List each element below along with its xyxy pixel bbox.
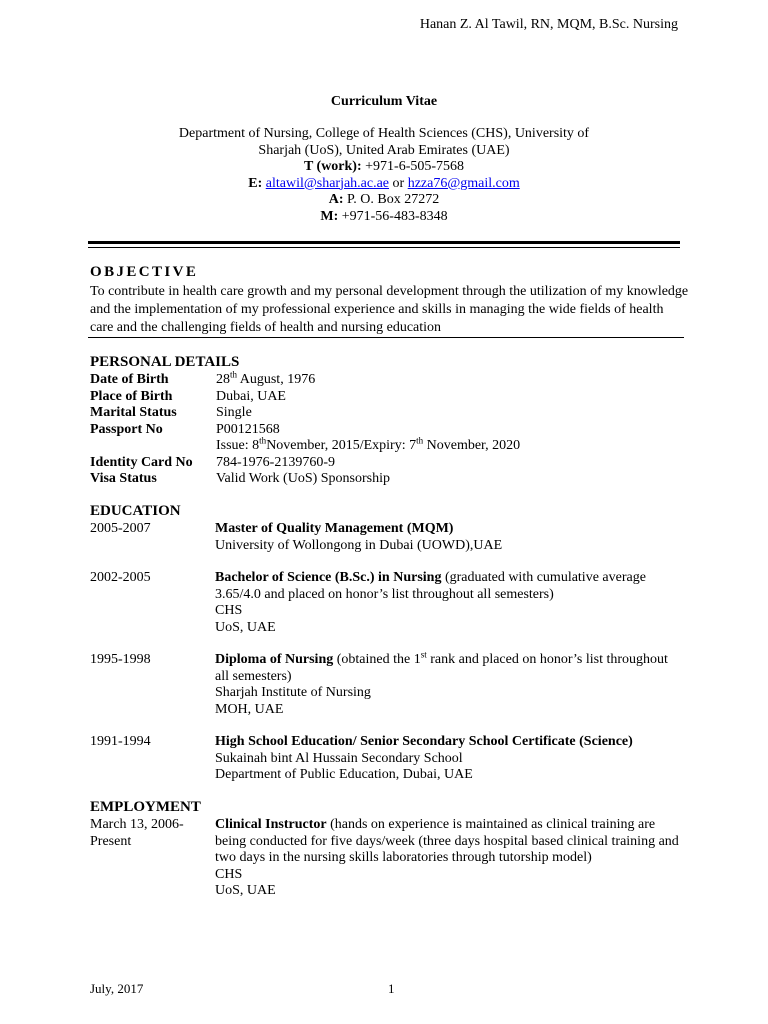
marital-row bbox=[90, 405, 690, 422]
dob-value bbox=[216, 369, 316, 389]
pob-label: Place of Birth bbox=[90, 388, 173, 404]
footer-date: July, 2017 bbox=[90, 981, 144, 996]
edu-2-note-cont: 3.65/4.0 and placed on honor’s list throughout all semesters) bbox=[215, 586, 554, 602]
edu-3-note-cont: all semesters) bbox=[215, 668, 292, 684]
edu-2-university: UoS, UAE bbox=[215, 619, 276, 635]
job-1-university: UoS, UAE bbox=[215, 883, 276, 898]
edu-3-rank-suffix: st bbox=[420, 649, 427, 660]
edu-4-title: High School Education/ Senior Secondary School Certificate (Science) bbox=[215, 734, 633, 749]
work-phone-label: T (work): bbox=[303, 159, 362, 174]
contact-department: Department of Nursing, College of Health Sciences (CHS), University of bbox=[178, 126, 590, 141]
objective-divider bbox=[88, 337, 684, 338]
expiry-suffix: th bbox=[416, 435, 424, 446]
edu-2-title-line bbox=[215, 570, 685, 587]
edu-2-note: (graduated with cumulative average bbox=[441, 570, 646, 585]
header-divider-thin bbox=[88, 247, 680, 248]
contact-email bbox=[0, 176, 768, 193]
job-1-note-line3: two days in the nursing skills laboratories through tutorship model) bbox=[215, 850, 592, 865]
pob-row bbox=[90, 389, 690, 406]
email-link-work[interactable]: altawil@sharjah.ac.ae bbox=[265, 175, 390, 191]
edu-3-entry bbox=[215, 649, 685, 718]
dob-month-year: August, 1976 bbox=[237, 372, 316, 387]
edu-1-entry bbox=[215, 521, 685, 554]
edu-3-years: 1995-1998 bbox=[90, 652, 151, 667]
contact-mobile bbox=[0, 209, 768, 226]
mobile-label: M: bbox=[320, 208, 339, 224]
edu-2-years: 2002-2005 bbox=[90, 570, 151, 585]
expiry-date: November, 2020 bbox=[423, 438, 521, 453]
edu-2-entry bbox=[215, 570, 685, 636]
contact-block bbox=[0, 126, 768, 225]
header-divider-thick bbox=[88, 241, 680, 244]
visa-label: Visa Status bbox=[90, 471, 157, 486]
edu-1-title: Master of Quality Management (MQM) bbox=[215, 521, 454, 536]
edu-3-title-line bbox=[215, 649, 685, 669]
visa-row bbox=[90, 471, 690, 488]
edu-3-note-b: rank and placed on honor’s list throughout bbox=[426, 652, 668, 667]
id-card-label: Identity Card No bbox=[90, 454, 193, 470]
visa-value: Valid Work (UoS) Sponsorship bbox=[216, 471, 391, 486]
address-value: P. O. Box 27272 bbox=[343, 192, 440, 207]
passport-dates bbox=[216, 435, 521, 455]
issue-suffix: th bbox=[259, 435, 267, 446]
edu-3-institute: Sharjah Institute of Nursing bbox=[215, 685, 371, 700]
passport-value: P00121568 bbox=[216, 421, 280, 437]
job-1-end: Present bbox=[90, 833, 132, 849]
passport-label: Passport No bbox=[90, 421, 163, 437]
edu-3-title: Diploma of Nursing bbox=[215, 652, 334, 667]
edu-3-note-a: (obtained the 1 bbox=[333, 652, 421, 667]
personal-details-heading: PERSONAL DETAILS bbox=[90, 354, 240, 370]
job-1-dates bbox=[90, 817, 210, 850]
issue-date-a: Issue: 8 bbox=[216, 438, 260, 453]
job-1-college: CHS bbox=[215, 866, 243, 882]
marital-value: Single bbox=[216, 405, 252, 420]
passport-dates-row bbox=[90, 435, 690, 455]
passport-row bbox=[90, 422, 690, 439]
edu-1-institution: University of Wollongong in Dubai (UOWD),UAE bbox=[215, 537, 503, 553]
work-phone-value: +971-6-505-7568 bbox=[361, 159, 465, 174]
dob-row bbox=[90, 369, 690, 389]
objective-text: To contribute in health care growth and my personal development through the utilization of my knowledge and the implementation of my professional experience and skills in managing the wide fields of health care and the challenging fields of health and nursing education bbox=[90, 284, 689, 335]
document-title: Curriculum Vitae bbox=[330, 94, 438, 109]
edu-1-years: 2005-2007 bbox=[90, 521, 151, 536]
edu-2-college: CHS bbox=[215, 603, 243, 618]
dob-label: Date of Birth bbox=[90, 372, 169, 387]
job-1-title-line bbox=[215, 817, 685, 834]
id-card-row bbox=[90, 455, 690, 472]
issue-date-b: November, 2015/Expiry: 7 bbox=[266, 438, 417, 453]
email-label: E: bbox=[248, 175, 263, 191]
page-number: 1 bbox=[388, 981, 395, 996]
contact-university: Sharjah (UoS), United Arab Emirates (UAE) bbox=[258, 142, 510, 158]
email-or: or bbox=[389, 175, 408, 191]
contact-work-phone bbox=[0, 159, 768, 176]
job-1-entry bbox=[215, 817, 685, 900]
edu-2-title: Bachelor of Science (B.Sc.) in Nursing bbox=[215, 570, 442, 585]
job-1-note-line2: being conducted for five days/week (three days hospital based clinical training and bbox=[215, 833, 679, 849]
employment-heading: EMPLOYMENT bbox=[90, 799, 201, 815]
marital-label: Marital Status bbox=[90, 405, 177, 420]
contact-address bbox=[0, 192, 768, 209]
id-card-value: 784-1976-2139760-9 bbox=[216, 454, 335, 470]
education-heading: EDUCATION bbox=[90, 503, 181, 519]
edu-4-department: Department of Public Education, Dubai, UAE bbox=[215, 767, 473, 782]
dob-day: 28 bbox=[216, 372, 230, 387]
edu-4-school: Sukainah bint Al Hussain Secondary School bbox=[215, 750, 463, 766]
dob-suffix: th bbox=[230, 369, 238, 380]
job-1-start: March 13, 2006- bbox=[90, 817, 184, 832]
edu-4-entry bbox=[215, 734, 685, 784]
job-1-note: (hands on experience is maintained as clinical training are bbox=[326, 817, 656, 832]
job-1-title: Clinical Instructor bbox=[215, 817, 327, 832]
edu-3-authority: MOH, UAE bbox=[215, 701, 284, 717]
header-author-name: Hanan Z. Al Tawil, RN, MQM, B.Sc. Nursing bbox=[419, 17, 678, 32]
address-label: A: bbox=[328, 192, 344, 207]
pob-value: Dubai, UAE bbox=[216, 388, 286, 404]
objective-heading: OBJECTIVE bbox=[90, 264, 199, 280]
mobile-value: +971-56-483-8348 bbox=[338, 208, 448, 224]
email-link-personal[interactable]: hzza76@gmail.com bbox=[407, 175, 520, 191]
edu-4-years: 1991-1994 bbox=[90, 734, 151, 749]
